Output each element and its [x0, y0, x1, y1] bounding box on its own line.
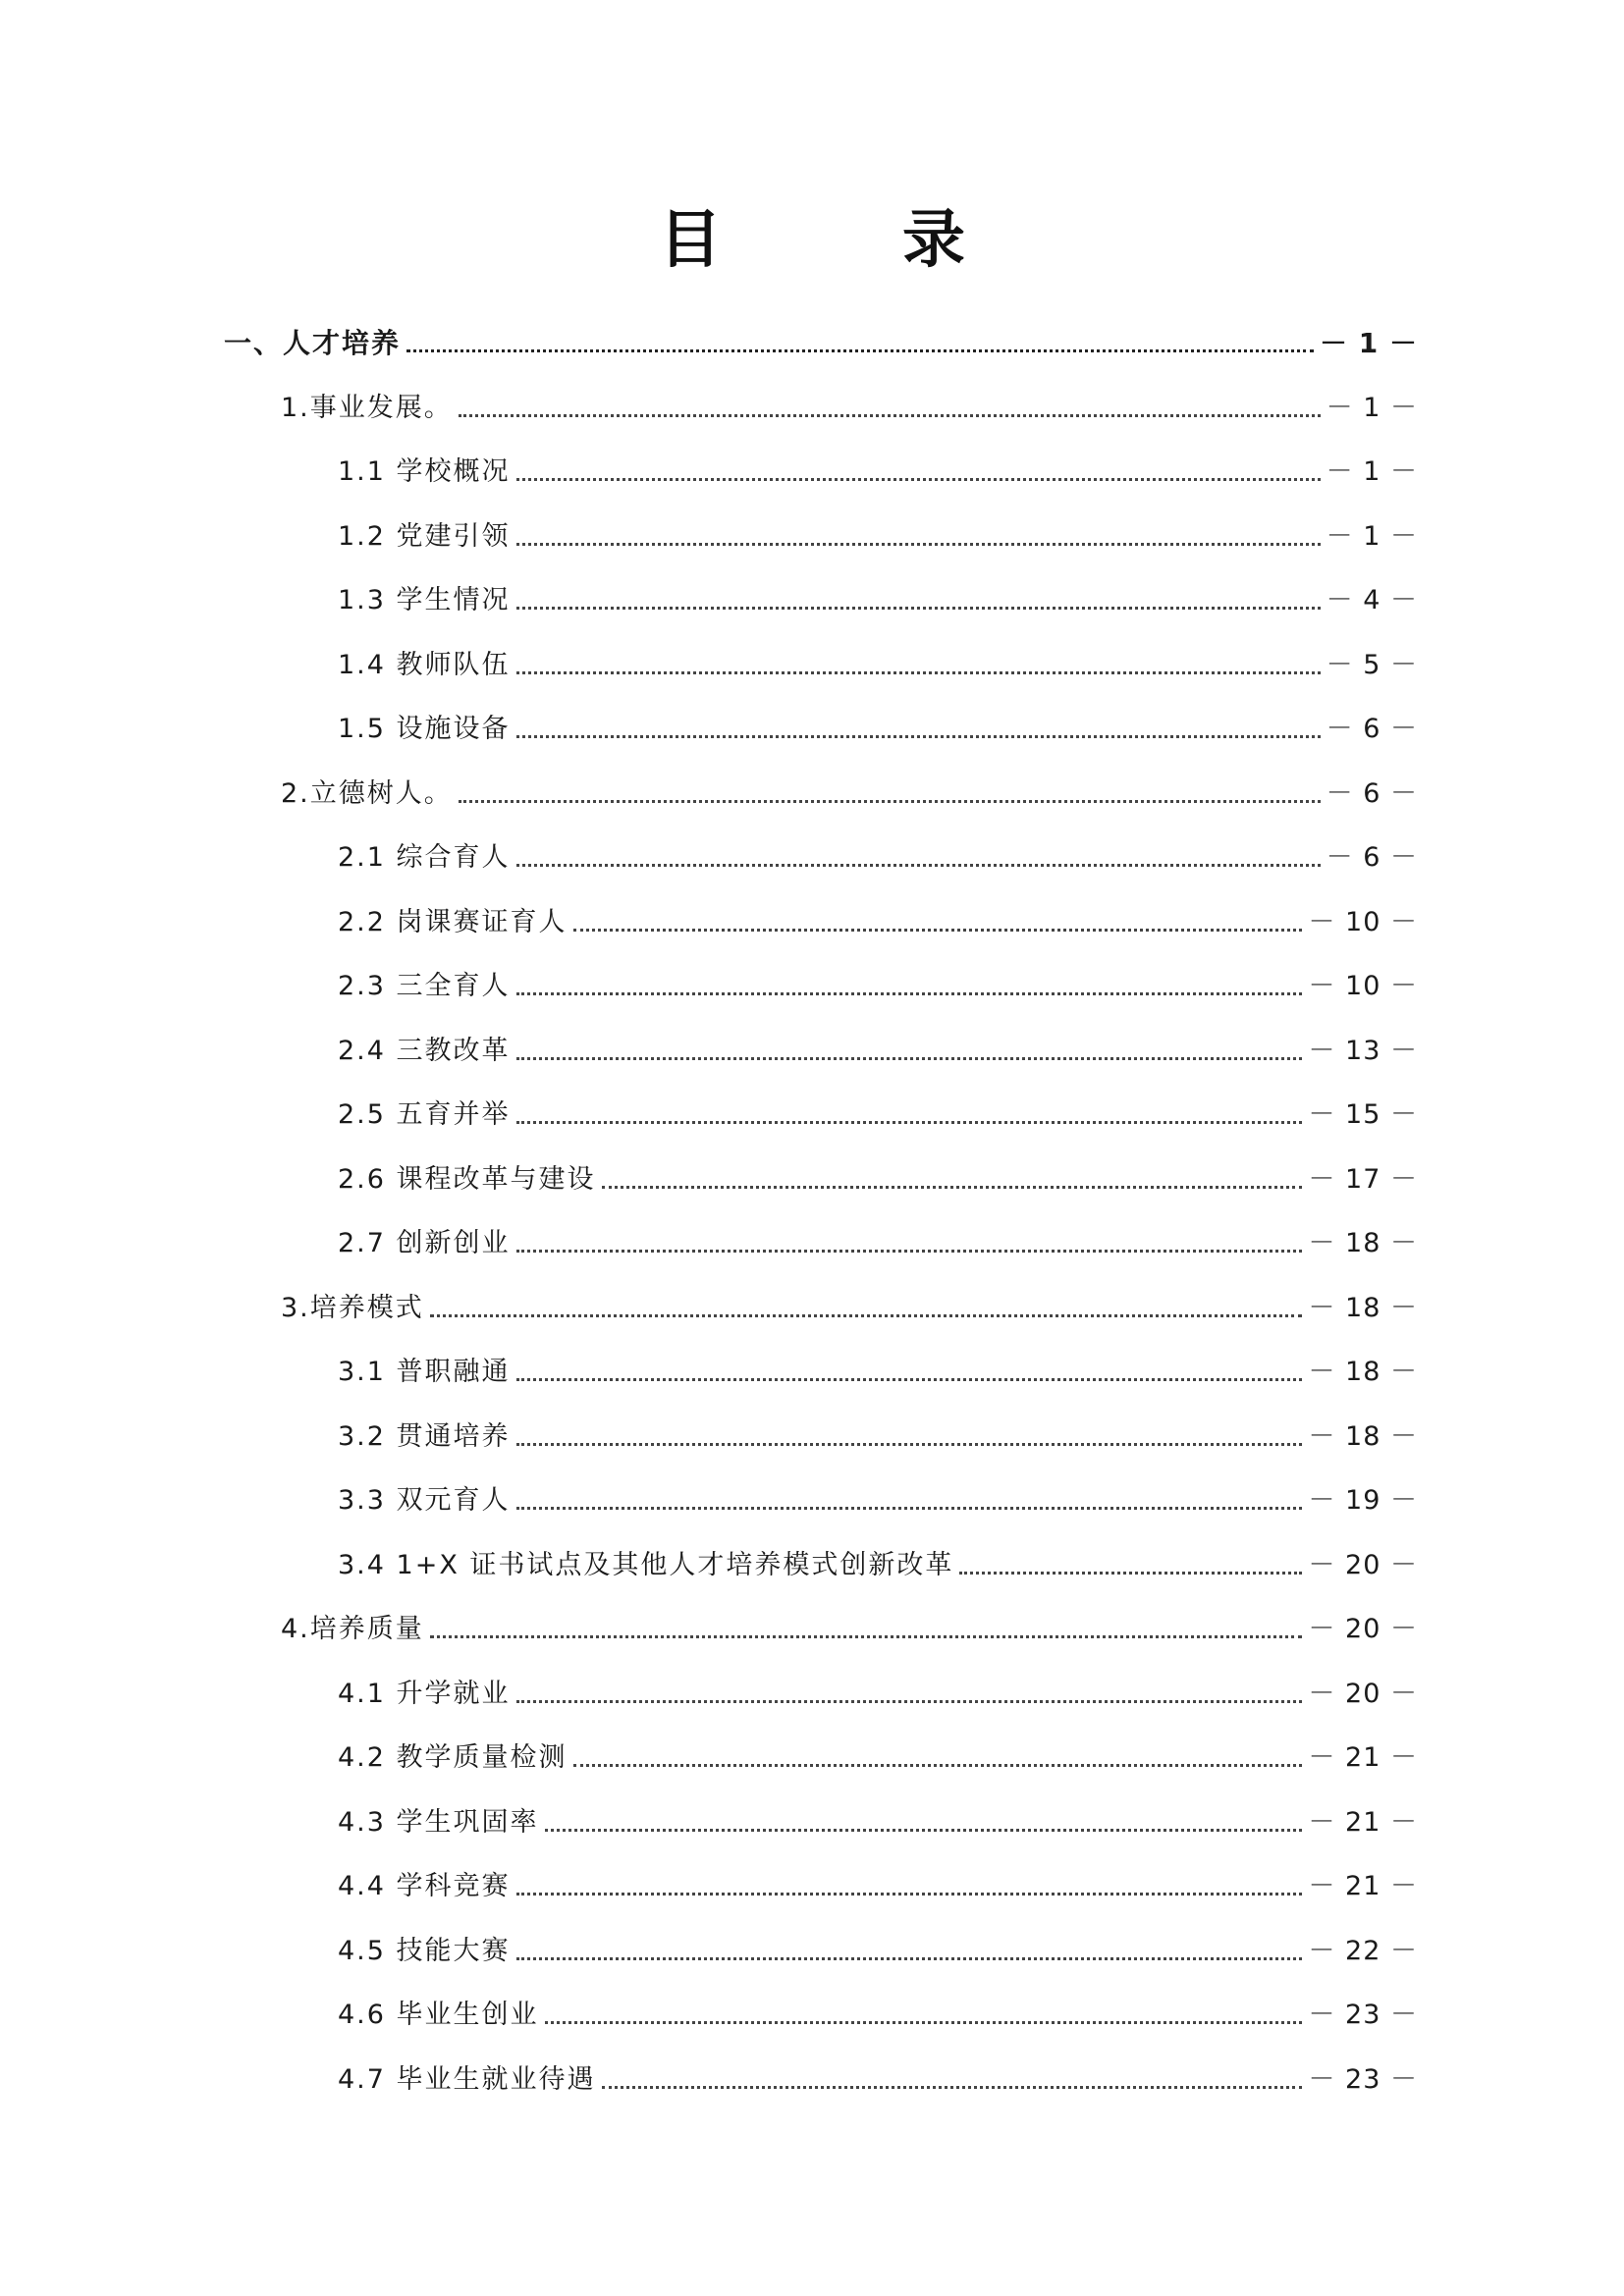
toc-leader-dots	[459, 414, 1321, 417]
toc-entry-page-number: － 20 －	[1308, 1678, 1418, 1709]
toc-entry[interactable]	[338, 569, 1418, 618]
toc-entry-page-number: － 6 －	[1326, 777, 1418, 809]
toc-entry-label: 4.5 技能大赛	[338, 1935, 511, 1966]
toc-entry[interactable]	[224, 312, 1418, 361]
toc-entry-label: 3.1 普职融通	[338, 1357, 511, 1387]
toc-entry-label: 2.6 课程改革与建设	[338, 1163, 596, 1195]
toc-entry-page-number: － 6 －	[1326, 842, 1418, 873]
toc-entry-page-number: － 1 －	[1326, 456, 1418, 487]
toc-entry-label: 3.4 1+X 证书试点及其他人才培养模式创新改革	[338, 1549, 954, 1580]
toc-entry-page-number: － 1 －	[1320, 327, 1418, 359]
toc-leader-dots	[602, 2086, 1303, 2089]
toc-entry-label: 4.培养质量	[281, 1614, 424, 1644]
toc-entry-page-number: － 18 －	[1308, 1357, 1418, 1387]
toc-leader-dots	[516, 1893, 1303, 1896]
toc-entry-label: 1.5 设施设备	[338, 714, 511, 744]
toc-entry-page-number: － 6 －	[1326, 714, 1418, 744]
toc-entry[interactable]	[338, 1212, 1418, 1261]
toc-leader-dots	[516, 607, 1321, 610]
toc-leader-dots	[516, 1378, 1303, 1381]
toc-entry[interactable]	[338, 1534, 1418, 1583]
toc-entry-label: 一、人才培养	[224, 327, 402, 359]
toc-entry[interactable]	[338, 698, 1418, 747]
toc-leader-dots	[516, 1957, 1303, 1960]
toc-entry-label: 3.培养模式	[281, 1292, 424, 1323]
toc-entry-label: 1.1 学校概况	[338, 456, 511, 487]
toc-entry[interactable]	[338, 891, 1418, 940]
toc-entry-label: 1.4 教师队伍	[338, 649, 511, 680]
toc-entry-page-number: － 1 －	[1326, 520, 1418, 552]
toc-leader-dots	[545, 1829, 1303, 1832]
toc-leader-dots	[516, 671, 1321, 674]
toc-entry-label: 4.3 学生巩固率	[338, 1806, 539, 1838]
toc-leader-dots	[516, 1057, 1303, 1060]
toc-leader-dots	[516, 864, 1321, 867]
toc-entry[interactable]	[338, 1469, 1418, 1519]
toc-entry[interactable]	[338, 1727, 1418, 1776]
toc-entry-page-number: － 21 －	[1308, 1806, 1418, 1838]
toc-leader-dots	[516, 1507, 1303, 1510]
toc-entry-label: 4.1 升学就业	[338, 1678, 511, 1709]
toc-entry-page-number: － 21 －	[1308, 1871, 1418, 1901]
toc-leader-dots	[516, 735, 1321, 738]
toc-entry-page-number: － 1 －	[1326, 392, 1418, 423]
toc-leader-dots	[516, 1700, 1303, 1703]
toc-entry-label: 1.事业发展。	[281, 392, 453, 423]
toc-entry-label: 4.7 毕业生就业待遇	[338, 2063, 596, 2095]
toc-entry-label: 3.3 双元育人	[338, 1485, 511, 1516]
toc-entry-page-number: － 19 －	[1308, 1485, 1418, 1516]
toc-entry[interactable]	[338, 1791, 1418, 1841]
toc-entry-page-number: － 5 －	[1326, 649, 1418, 680]
toc-entry-page-number: － 20 －	[1308, 1549, 1418, 1580]
toc-entry-label: 4.2 教学质量检测	[338, 1742, 568, 1773]
toc-entry-label: 1.2 党建引领	[338, 520, 511, 552]
toc-entry-label: 2.1 综合育人	[338, 842, 511, 873]
toc-entry-label: 2.7 创新创业	[338, 1228, 511, 1258]
toc-entry[interactable]	[338, 441, 1418, 490]
toc-entry-label: 2.5 五育并举	[338, 1099, 511, 1130]
toc-entry-label: 4.6 毕业生创业	[338, 2000, 539, 2030]
toc-entry-page-number: － 15 －	[1308, 1099, 1418, 1130]
toc-entry[interactable]	[338, 1663, 1418, 1712]
toc-entry-page-number: － 22 －	[1308, 1935, 1418, 1966]
toc-entry[interactable]	[338, 1984, 1418, 2033]
toc-entry[interactable]	[338, 1341, 1418, 1390]
toc-leader-dots	[516, 1121, 1303, 1124]
toc-entry-label: 3.2 贯通培养	[338, 1420, 511, 1452]
toc-leader-dots	[516, 543, 1321, 546]
toc-entry[interactable]	[338, 827, 1418, 876]
toc-entry-label: 4.4 学科竞赛	[338, 1871, 511, 1901]
toc-entry-label: 1.3 学生情况	[338, 585, 511, 615]
toc-leader-dots	[430, 1314, 1303, 1317]
toc-leader-dots	[602, 1186, 1303, 1189]
toc-entry[interactable]	[338, 955, 1418, 1004]
toc-leader-dots	[516, 478, 1321, 481]
toc-entry[interactable]	[281, 377, 1418, 426]
toc-entry[interactable]	[338, 1406, 1418, 1455]
toc-entry-page-number: － 13 －	[1308, 1035, 1418, 1066]
toc-entry-page-number: － 21 －	[1308, 1742, 1418, 1773]
toc-entry-label: 2.2 岗课赛证育人	[338, 906, 568, 937]
toc-leader-dots	[516, 1250, 1303, 1253]
toc-entry-page-number: － 18 －	[1308, 1228, 1418, 1258]
toc-entry-label: 2.立德树人。	[281, 777, 453, 809]
toc-entry[interactable]	[338, 1920, 1418, 1969]
toc-entry-page-number: － 4 －	[1326, 585, 1418, 615]
toc-entry[interactable]	[338, 2049, 1418, 2098]
toc-entry-page-number: － 10 －	[1308, 971, 1418, 1001]
toc-entry-page-number: － 23 －	[1308, 2000, 1418, 2030]
page-title: 目 录	[659, 203, 1024, 277]
toc-entry[interactable]	[338, 1148, 1418, 1198]
toc-entry-page-number: － 18 －	[1308, 1420, 1418, 1452]
toc-leader-dots	[959, 1572, 1302, 1575]
toc-entry[interactable]	[281, 1277, 1418, 1326]
toc-leader-dots	[459, 800, 1321, 803]
toc-entry[interactable]	[338, 506, 1418, 555]
toc-entry[interactable]	[338, 1855, 1418, 1904]
toc-leader-dots	[430, 1635, 1303, 1638]
toc-entry-page-number: － 23 －	[1308, 2063, 1418, 2095]
toc-entry[interactable]	[338, 1020, 1418, 1069]
toc-entry-page-number: － 17 －	[1308, 1163, 1418, 1195]
toc-entry[interactable]	[338, 634, 1418, 683]
toc-entry-label: 2.3 三全育人	[338, 971, 511, 1001]
toc-leader-dots	[573, 929, 1303, 932]
toc-entry-label: 2.4 三教改革	[338, 1035, 511, 1066]
toc-entry[interactable]	[281, 763, 1418, 812]
toc-leader-dots	[573, 1764, 1303, 1767]
toc-leader-dots	[516, 992, 1303, 995]
toc-entry[interactable]	[338, 1084, 1418, 1133]
toc-entry-page-number: － 20 －	[1308, 1614, 1418, 1644]
toc-leader-dots	[406, 349, 1314, 352]
toc-entry[interactable]	[281, 1598, 1418, 1647]
toc-leader-dots	[545, 2021, 1303, 2024]
toc-leader-dots	[516, 1443, 1303, 1446]
toc-entry-page-number: － 18 －	[1308, 1292, 1418, 1323]
toc-entry-page-number: － 10 －	[1308, 906, 1418, 937]
